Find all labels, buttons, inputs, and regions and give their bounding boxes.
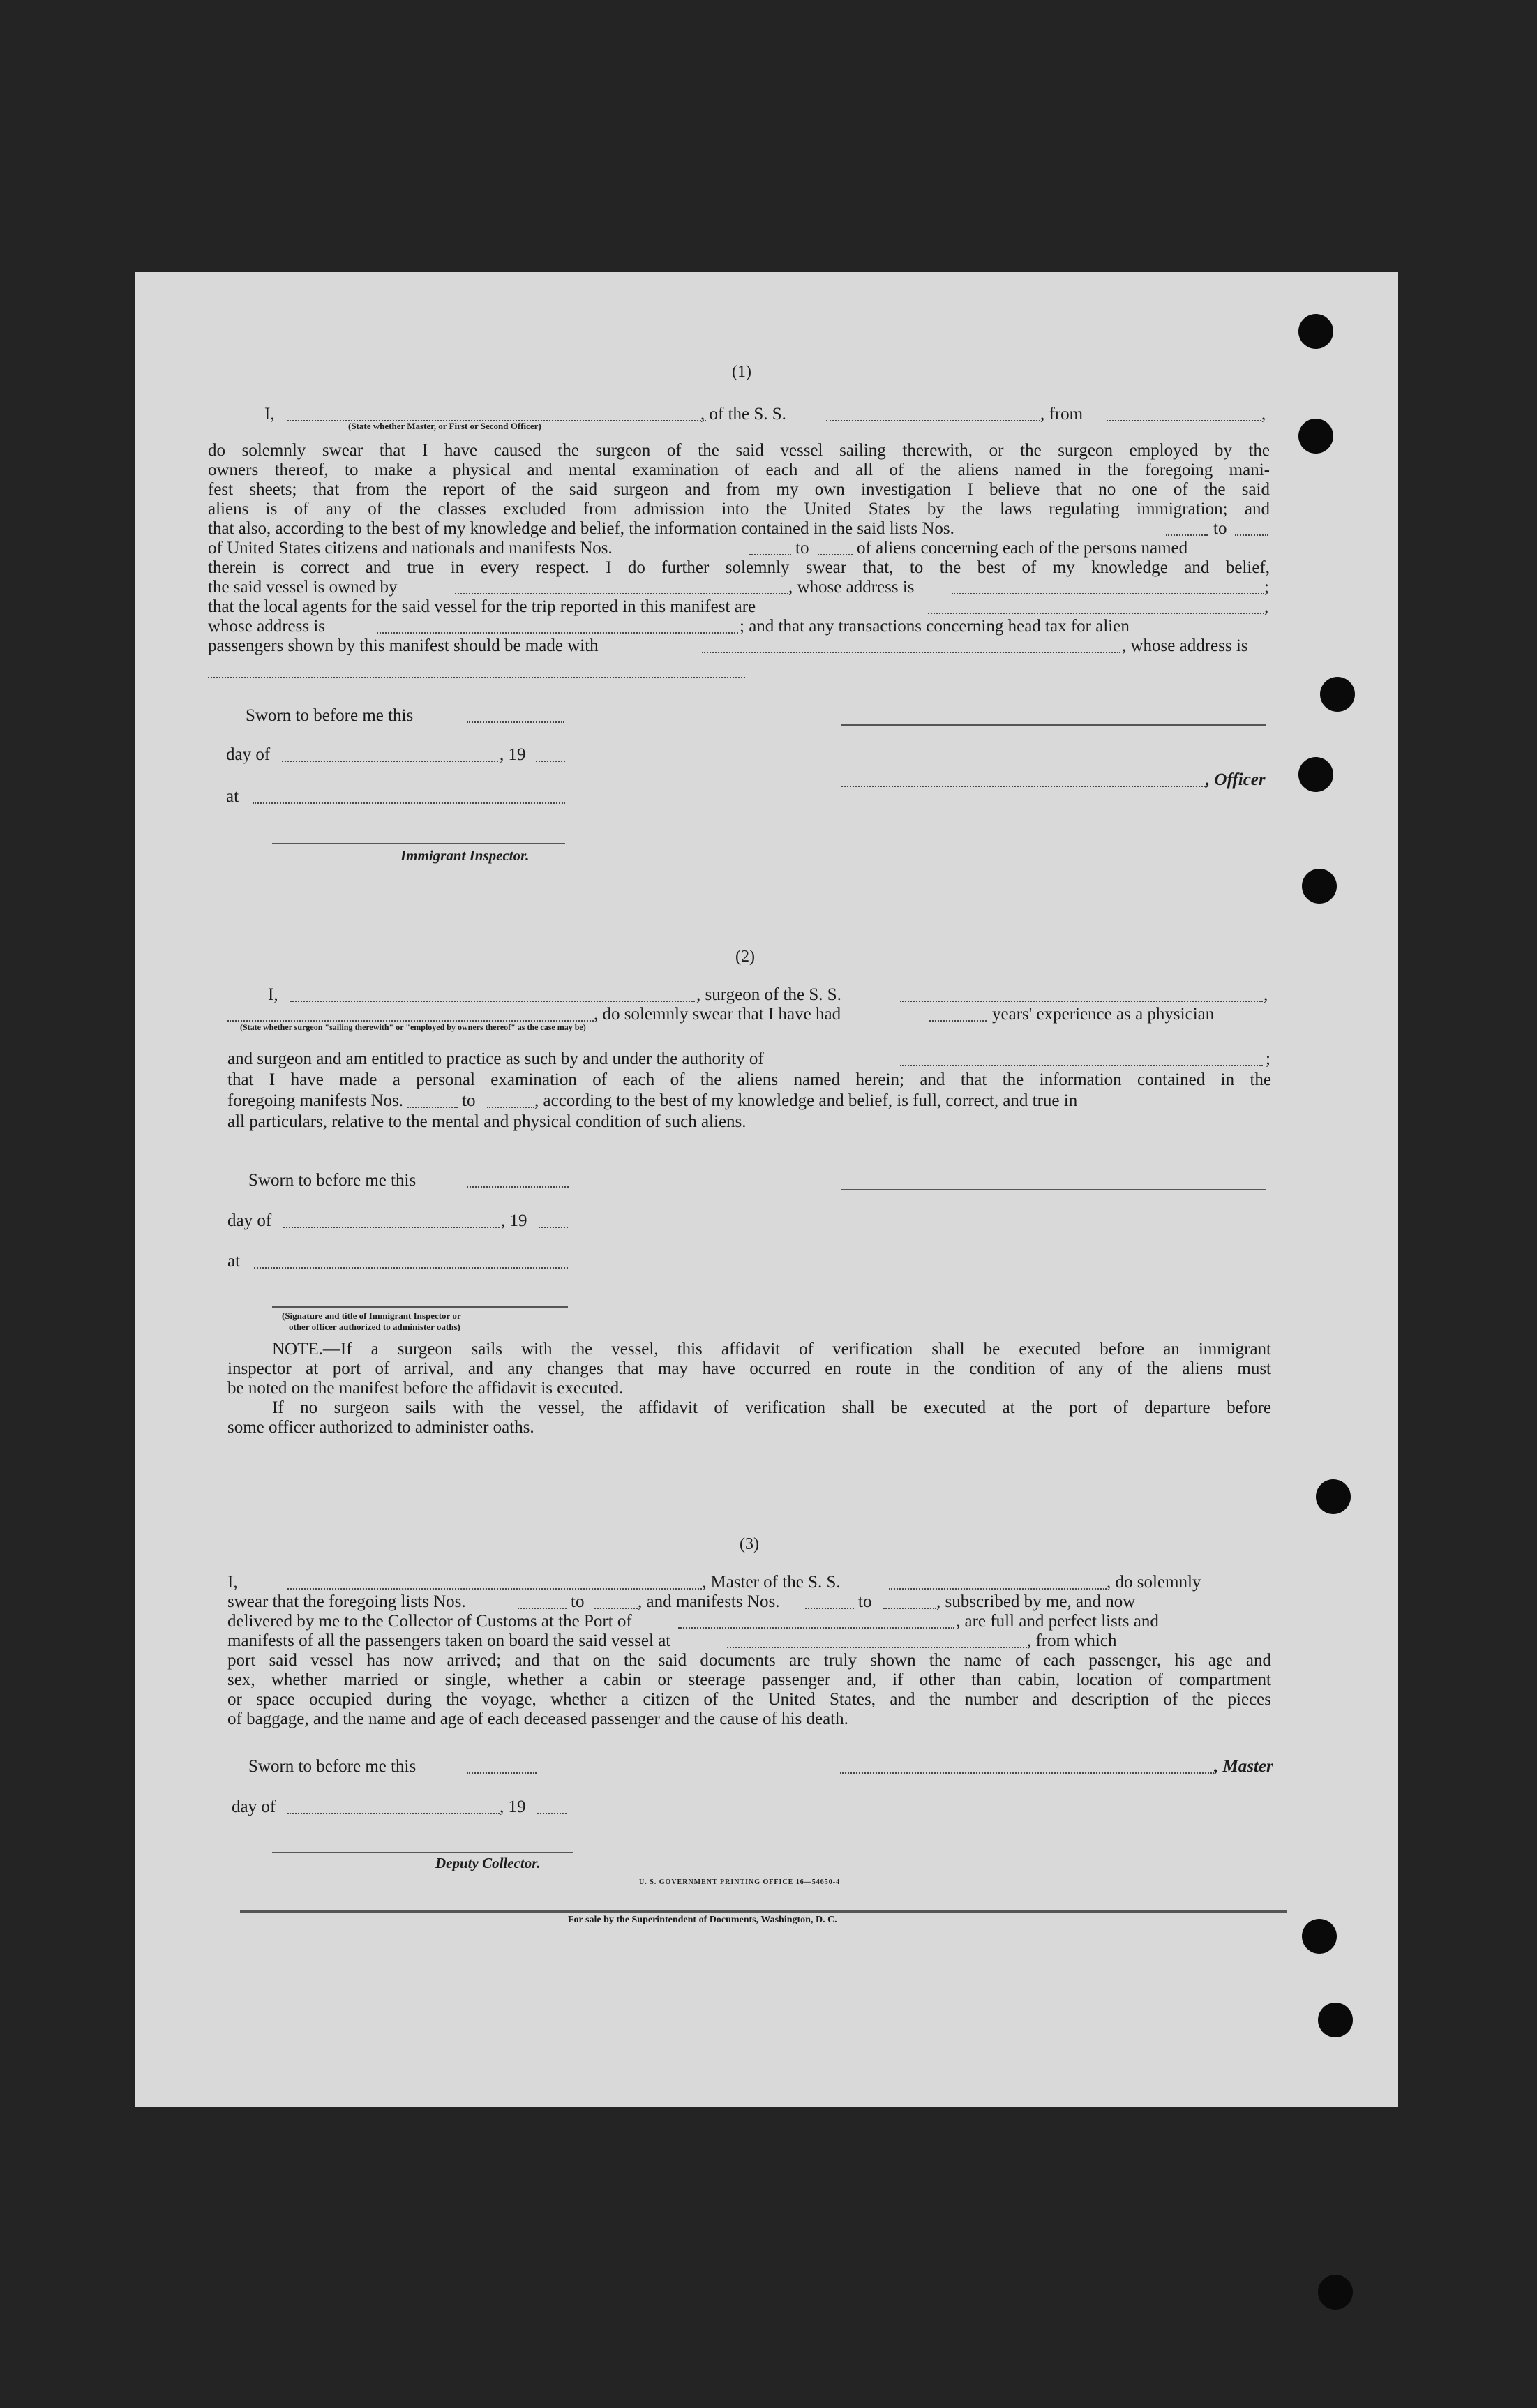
s3-to-label: to [571, 1592, 585, 1611]
punch-hole-4 [1298, 757, 1333, 792]
agents-address-blank [377, 632, 738, 634]
s3-sworn-date-blank [467, 1772, 537, 1774]
s1-para-line: the said vessel is owned by [208, 578, 398, 597]
s3-lists-to-blank [594, 1608, 638, 1609]
s3-para-line: of baggage, and the name and age of each deceased passenger and the cause of his death. [227, 1710, 848, 1728]
s3-year-blank [537, 1813, 567, 1814]
s1-para-line: therein is correct and true in every respect. I do further solemnly swear that, to the best of my knowledge and belief, [208, 558, 1270, 577]
section-2-number: (2) [735, 948, 755, 966]
punch-hole-9 [1318, 2275, 1353, 2310]
s3-line2c: , and manifests Nos. [638, 1592, 780, 1611]
punch-hole-5 [1302, 869, 1337, 904]
ship-name-blank [826, 420, 1040, 421]
s2-manifests-to-blank [487, 1107, 534, 1108]
s1-semicolon: ; [1264, 578, 1269, 597]
printing-office-imprint: U. S. GOVERNMENT PRINTING OFFICE 16—54650-4 [639, 1878, 841, 1886]
s2-semicolon: ; [1266, 1049, 1270, 1068]
head-tax-address-blank [208, 677, 745, 678]
s3-line3b: , are full and perfect lists and [956, 1612, 1159, 1631]
s1-para-line: do solemnly swear that I have caused the surgeon of the said vessel sailing therewith, or the surgeon employed by the [208, 441, 1270, 460]
officer-title-blank [841, 786, 1206, 787]
s2-note-line: NOTE.—If a surgeon sails with the vessel, this affidavit of verification shall be executed before an immigrant [272, 1340, 1271, 1359]
master-signature-blank [840, 1772, 1214, 1774]
s3-para-line: or space occupied during the voyage, whether a citizen of the United States, and the number and description of the pieces [227, 1690, 1271, 1709]
s3-ship-blank [889, 1588, 1107, 1590]
s1-comma: , [1264, 597, 1269, 616]
s2-sworn: Sworn to before me this [248, 1171, 417, 1190]
lists-from-blank [1166, 534, 1208, 536]
s1-whose-address: , whose address is [1122, 636, 1248, 655]
surgeon-name-blank [290, 1001, 695, 1002]
s2-inspector-signature-line [272, 1306, 568, 1308]
s3-manifests-from-blank [805, 1608, 854, 1609]
s3-line4: manifests of all the passengers taken on board the said vessel at [227, 1631, 671, 1650]
s1-of-aliens: of aliens concerning each of the persons named [857, 539, 1188, 558]
s2-note-line: If no surgeon sails with the vessel, the affidavit of verification shall be executed at the port of departure before [272, 1398, 1271, 1417]
owner-address-blank [952, 593, 1264, 594]
s2-para: foregoing manifests Nos. [227, 1091, 404, 1110]
manifests-to-blank [818, 554, 853, 555]
head-tax-party-blank [702, 652, 1120, 653]
s1-to-label: to [795, 539, 809, 558]
s3-day-of: day of [232, 1797, 276, 1816]
punch-hole-6 [1316, 1479, 1351, 1514]
manifests-from-blank [749, 554, 791, 555]
section-3-number: (3) [740, 1535, 759, 1553]
officer-label: , Officer [1206, 770, 1266, 789]
s3-year: , 19 [500, 1797, 526, 1816]
from-port-blank [1107, 420, 1261, 421]
s1-sworn: Sworn to before me this [246, 706, 414, 725]
lists-to-blank [1235, 534, 1268, 536]
s2-line2: , do solemnly swear that I have had [594, 1005, 841, 1024]
s3-lists-from-blank [518, 1608, 567, 1609]
s1-sworn-date-blank [467, 721, 564, 723]
punch-hole-3 [1320, 677, 1355, 712]
s2-note-line: some officer authorized to administer oaths. [227, 1418, 534, 1437]
s2-note-line: inspector at port of arrival, and any changes that may have occurred en route in the condition of any of the aliens must [227, 1359, 1271, 1378]
s1-year: , 19 [500, 745, 526, 764]
s1-line1-i: I, [264, 405, 275, 424]
punch-hole-7 [1302, 1919, 1337, 1954]
s2-line1-ss: , surgeon of the S. S. [696, 985, 841, 1004]
punch-hole-2 [1298, 419, 1333, 454]
s2-signature-note-2: other officer authorized to administer oaths) [289, 1322, 460, 1332]
owner-blank [455, 593, 788, 594]
s3-line4b: , from which [1027, 1631, 1117, 1650]
s1-officer-note: (State whether Master, or First or Second Officer) [348, 421, 541, 431]
s2-note-line: be noted on the manifest before the affidavit is executed. [227, 1379, 624, 1398]
s2-day-of: day of [227, 1211, 272, 1230]
s3-day-blank [287, 1813, 500, 1814]
s2-year-blank [539, 1227, 568, 1228]
s3-line1-i: I, [227, 1573, 238, 1592]
s3-line3: delivered by me to the Collector of Customs at the Port of [227, 1612, 632, 1631]
s2-para: all particulars, relative to the mental and physical condition of such aliens. [227, 1112, 747, 1131]
s1-at-blank [253, 802, 565, 804]
s3-para-line: port said vessel has now arrived; and that on the said documents are truly shown the name of each passenger, his age and [227, 1651, 1271, 1670]
punch-hole-8 [1318, 2003, 1353, 2037]
s1-at: at [226, 787, 239, 806]
s1-line1-from: , from [1040, 405, 1084, 424]
s2-para: , according to the best of my knowledge and belief, is full, correct, and true in [534, 1091, 1078, 1110]
s1-head-tax: ; and that any transactions concerning head tax for alien [740, 617, 1130, 636]
s1-para-line: fest sheets; that from the report of the said surgeon and from my own investigation I believe that no one of the said [208, 480, 1270, 499]
s1-line1-comma: , [1261, 405, 1266, 424]
sale-notice: For sale by the Superintendent of Documents, Washington, D. C. [568, 1915, 837, 1925]
s3-line2e: , subscribed by me, and now [936, 1592, 1136, 1611]
section-1-number: (1) [732, 363, 751, 381]
s1-day-of: day of [226, 745, 271, 764]
s2-line1-i: I, [268, 985, 278, 1004]
s1-year-blank [536, 761, 565, 762]
authority-blank [900, 1065, 1263, 1066]
s2-manifests-from-blank [407, 1107, 458, 1108]
s2-signature-note-1: (Signature and title of Immigrant Inspector or [282, 1310, 461, 1321]
boarding-port-blank [727, 1647, 1027, 1648]
officer-signature-line [841, 724, 1266, 726]
s1-to-label: to [1213, 519, 1227, 538]
s2-line1-comma: , [1264, 985, 1268, 1004]
s2-sworn-date-blank [467, 1186, 569, 1188]
s2-ship-blank [900, 1001, 1263, 1002]
years-experience-blank [929, 1020, 987, 1022]
s1-para-line: owners thereof, to make a physical and mental examination of each and all of the aliens named in the foregoing mani- [208, 461, 1270, 479]
s3-manifests-to-blank [883, 1608, 936, 1609]
punch-hole-1 [1298, 314, 1333, 349]
s1-para-line: that also, according to the best of my knowledge and belief, the information contained in the said lists Nos. [208, 519, 954, 538]
s3-master-name-blank [287, 1588, 702, 1590]
s2-line2b: years' experience as a physician [992, 1005, 1215, 1024]
s1-para-line: that the local agents for the said vessel for the trip reported in this manifest are [208, 597, 756, 616]
s2-at-blank [254, 1267, 568, 1269]
s2-year: , 19 [501, 1211, 527, 1230]
port-of-blank [678, 1627, 954, 1629]
manifest-affidavit-sheet [135, 272, 1398, 2107]
s2-to-label: to [462, 1091, 476, 1110]
s1-line1-ss: , of the S. S. [700, 405, 786, 424]
s3-sworn: Sworn to before me this [248, 1757, 417, 1776]
deputy-collector-label: Deputy Collector. [435, 1855, 541, 1871]
s1-whose-address: , whose address is [788, 578, 915, 597]
s2-para: and surgeon and am entitled to practice as such by and under the authority of [227, 1049, 764, 1068]
s3-para-line: sex, whether married or single, whether a cabin or steerage passenger and, if other than cabin, location of compartment [227, 1670, 1271, 1689]
s1-para-line: whose address is [208, 617, 326, 636]
s1-day-blank [282, 761, 498, 762]
s3-line1-ss: , Master of the S. S. [702, 1573, 841, 1592]
s2-para: that I have made a personal examination of each of the aliens named herein; and that the information contained in the [227, 1070, 1271, 1089]
master-label: , Master [1214, 1757, 1273, 1776]
footer-rule [240, 1910, 1287, 1913]
s1-para-line: aliens is of any of the classes excluded from admission into the United States by the laws regulating immigration; and [208, 500, 1270, 518]
immigrant-inspector-label: Immigrant Inspector. [400, 847, 530, 864]
s3-line2: swear that the foregoing lists Nos. [227, 1592, 466, 1611]
s3-to-label: to [858, 1592, 872, 1611]
surgeon-signature-line [841, 1189, 1266, 1190]
s2-at: at [227, 1252, 241, 1271]
s2-day-blank [283, 1227, 500, 1228]
s2-surgeon-note: (State whether surgeon "sailing therewith" or "employed by owners thereof" as the case may be) [240, 1022, 586, 1032]
s1-para-line: of United States citizens and nationals and manifests Nos. [208, 539, 613, 558]
s3-line1-end: , do solemnly [1107, 1573, 1201, 1592]
s1-para-line: passengers shown by this manifest should be made with [208, 636, 599, 655]
local-agents-blank [928, 613, 1264, 614]
